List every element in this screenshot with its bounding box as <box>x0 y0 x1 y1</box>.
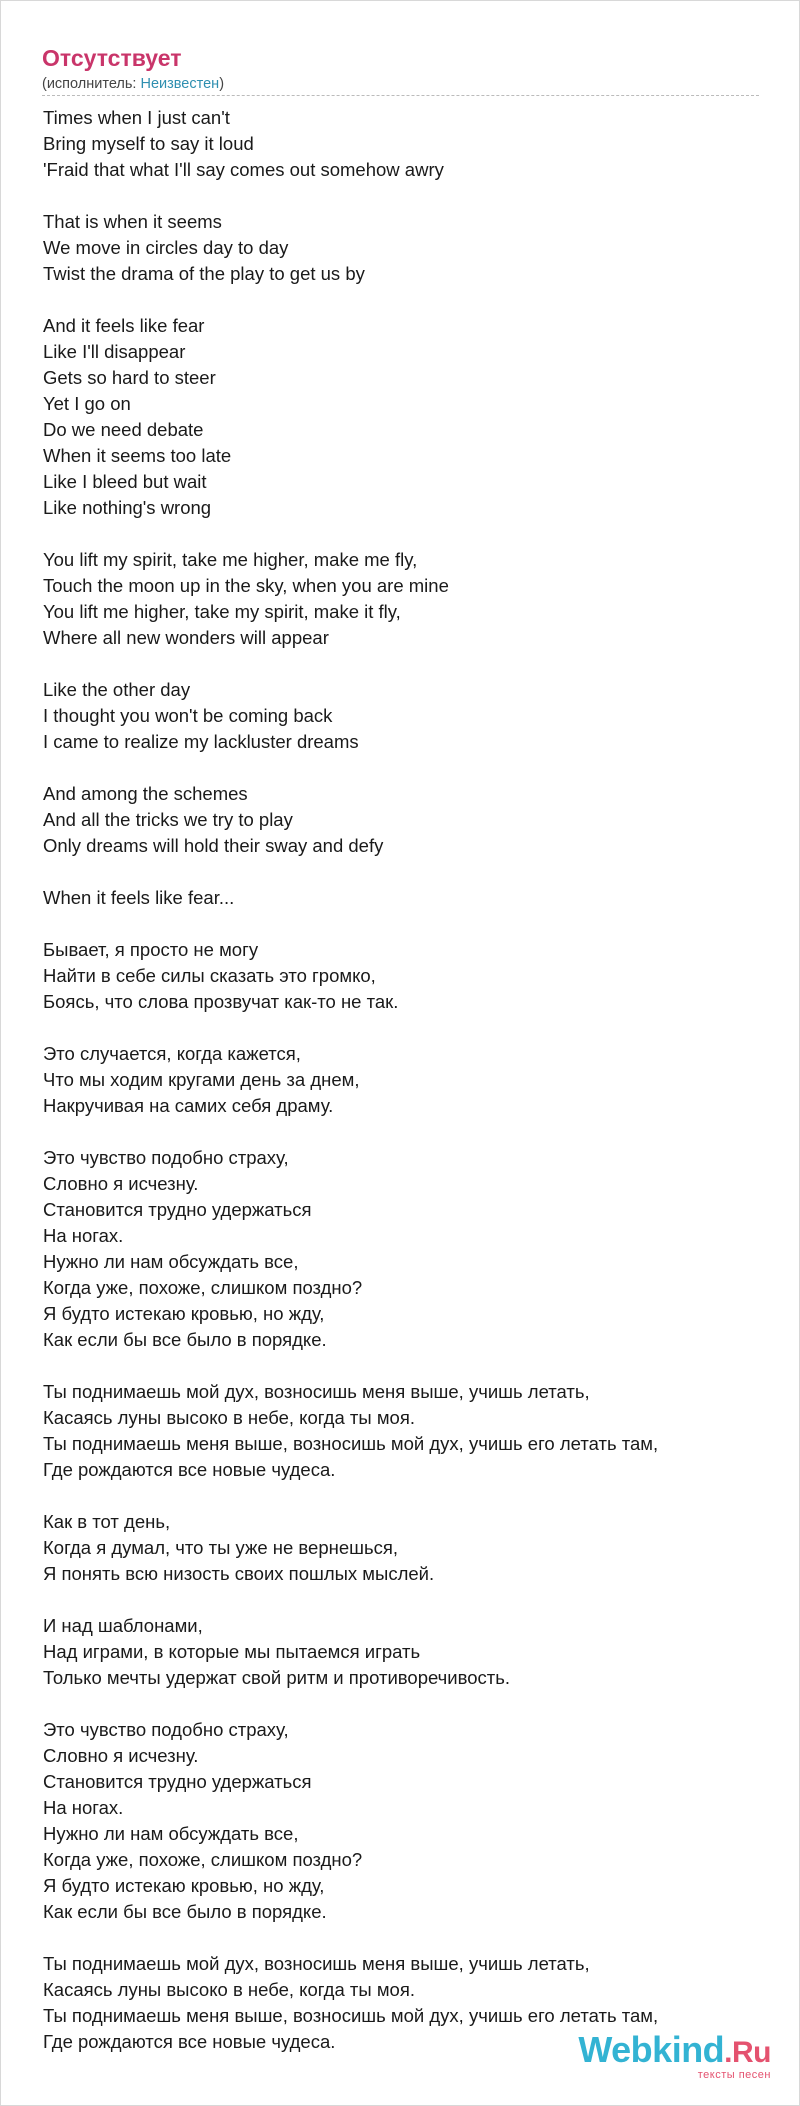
lyrics-line: Touch the moon up in the sky, when you are mine <box>43 575 449 596</box>
song-title: Отсутствует <box>42 45 182 71</box>
lyrics-line: Как в тот день, <box>43 1511 171 1532</box>
artist-suffix: ) <box>219 76 225 92</box>
lyrics-body <box>43 105 763 2081</box>
lyrics-line: Like I bleed but wait <box>43 471 207 492</box>
lyrics-line: Это чувство подобно страху, <box>43 1719 289 1740</box>
lyrics-stanza <box>43 1041 763 1119</box>
lyrics-line: Where all new wonders will appear <box>43 627 329 648</box>
lyrics-line: Боясь, что слова прозвучат как-то не так. <box>43 991 399 1012</box>
lyrics-line: Нужно ли нам обсуждать все, <box>43 1823 299 1844</box>
logo-wordmark <box>578 2029 771 2071</box>
lyrics-line: Что мы ходим кругами день за днем, <box>43 1069 360 1090</box>
lyrics-line: Это чувство подобно страху, <box>43 1147 289 1168</box>
lyrics-line: 'Fraid that what I'll say comes out somehow awry <box>43 159 444 180</box>
logo-tld: .Ru <box>724 2036 771 2069</box>
lyrics-line: Становится трудно удержаться <box>43 1771 312 1792</box>
lyrics-line: Times when I just can't <box>43 107 230 128</box>
lyrics-line: Это случается, когда кажется, <box>43 1043 301 1064</box>
lyrics-line: Над играми, в которые мы пытаемся играть <box>43 1641 421 1662</box>
lyrics-stanza <box>43 885 763 911</box>
lyrics-stanza <box>43 313 763 521</box>
lyrics-line: Касаясь луны высоко в небе, когда ты моя. <box>43 1979 415 2000</box>
lyrics-line: Do we need debate <box>43 419 204 440</box>
lyrics-line: Twist the drama of the play to get us by <box>43 263 365 284</box>
lyrics-stanza <box>43 1509 763 1587</box>
lyrics-stanza <box>43 1613 763 1691</box>
lyrics-line: Накручивая на самих себя драму. <box>43 1095 334 1116</box>
lyrics-line: Как если бы все было в порядке. <box>43 1901 327 1922</box>
lyrics-line: Только мечты удержат свой ритм и противоречивость. <box>43 1667 511 1688</box>
lyrics-line: Как если бы все было в порядке. <box>43 1329 327 1350</box>
lyrics-line: I came to realize my lackluster dreams <box>43 731 359 752</box>
lyrics-line: Bring myself to say it loud <box>43 133 254 154</box>
lyrics-line: Like the other day <box>43 679 191 700</box>
song-header <box>42 43 759 93</box>
lyrics-line: На ногах. <box>43 1797 124 1818</box>
lyrics-line: Где рождаются все новые чудеса. <box>43 1459 336 1480</box>
lyrics-line: Становится трудно удержаться <box>43 1199 312 1220</box>
lyrics-line: Like nothing's wrong <box>43 497 212 518</box>
lyrics-stanza <box>43 1145 763 1353</box>
lyrics-line: I thought you won't be coming back <box>43 705 333 726</box>
lyrics-line: Only dreams will hold their sway and defy <box>43 835 384 856</box>
lyrics-line: And all the tricks we try to play <box>43 809 293 830</box>
logo-tagline: тексты песен <box>697 2069 771 2081</box>
artist-line <box>42 75 759 93</box>
logo-main-text: Webkind <box>578 2029 725 2070</box>
lyrics-stanza <box>43 677 763 755</box>
lyrics-line: We move in circles day to day <box>43 237 289 258</box>
lyrics-line: Я понять всю низость своих пошлых мыслей. <box>43 1563 435 1584</box>
lyrics-stanza <box>43 209 763 287</box>
lyrics-stanza <box>43 781 763 859</box>
lyrics-line: When it seems too late <box>43 445 232 466</box>
lyrics-line: Yet I go on <box>43 393 131 414</box>
lyrics-line: And among the schemes <box>43 783 248 804</box>
lyrics-line: Словно я исчезну. <box>43 1745 199 1766</box>
lyrics-line: И над шаблонами, <box>43 1615 203 1636</box>
lyrics-line: Касаясь луны высоко в небе, когда ты моя. <box>43 1407 415 1428</box>
lyrics-line: Ты поднимаешь меня выше, возносишь мой дух, учишь его летать там, <box>43 1433 659 1454</box>
lyrics-line: На ногах. <box>43 1225 124 1246</box>
lyrics-line: Я будто истекаю кровью, но жду, <box>43 1875 325 1896</box>
lyrics-stanza <box>43 937 763 1015</box>
lyrics-line: Я будто истекаю кровью, но жду, <box>43 1303 325 1324</box>
lyrics-line: Когда уже, похоже, слишком поздно? <box>43 1849 363 1870</box>
lyrics-line: Когда уже, похоже, слишком поздно? <box>43 1277 363 1298</box>
lyrics-line: That is when it seems <box>43 211 222 232</box>
header-divider <box>42 95 759 96</box>
artist-prefix: (исполнитель: <box>42 76 141 92</box>
lyrics-line: When it feels like fear... <box>43 887 235 908</box>
lyrics-line: Gets so hard to steer <box>43 367 216 388</box>
lyrics-line: Бывает, я просто не могу <box>43 939 259 960</box>
lyrics-stanza <box>43 1379 763 1483</box>
lyrics-line: Где рождаются все новые чудеса. <box>43 2031 336 2052</box>
lyrics-line: Like I'll disappear <box>43 341 186 362</box>
lyrics-line: You lift my spirit, take me higher, make me fly, <box>43 549 418 570</box>
lyrics-line: Когда я думал, что ты уже не вернешься, <box>43 1537 399 1558</box>
lyrics-line: Словно я исчезну. <box>43 1173 199 1194</box>
lyrics-line: Найти в себе силы сказать это громко, <box>43 965 376 986</box>
artist-link[interactable]: Неизвестен <box>140 76 220 92</box>
lyrics-stanza <box>43 547 763 651</box>
webkind-logo[interactable] <box>578 2029 771 2081</box>
lyrics-line: Ты поднимаешь мой дух, возносишь меня выше, учишь летать, <box>43 1381 590 1402</box>
lyrics-line: Ты поднимаешь меня выше, возносишь мой дух, учишь его летать там, <box>43 2005 659 2026</box>
lyrics-stanza <box>43 1717 763 1925</box>
lyrics-line: And it feels like fear <box>43 315 205 336</box>
lyrics-line: Ты поднимаешь мой дух, возносишь меня выше, учишь летать, <box>43 1953 590 1974</box>
lyrics-line: Нужно ли нам обсуждать все, <box>43 1251 299 1272</box>
lyrics-stanza <box>43 105 763 183</box>
lyrics-line: You lift me higher, take my spirit, make it fly, <box>43 601 401 622</box>
